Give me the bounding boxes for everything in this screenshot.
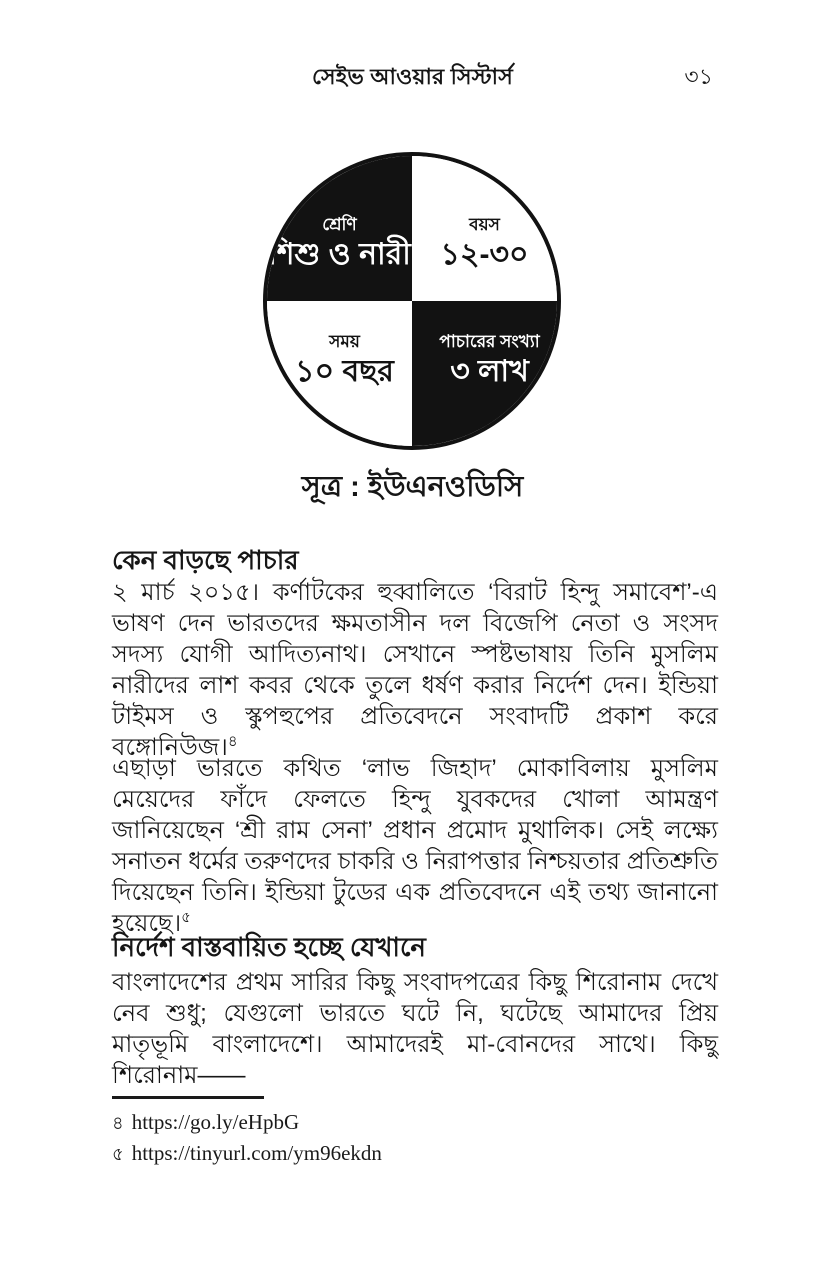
footnote-item bbox=[112, 1107, 718, 1138]
quadrant-label: বয়স bbox=[469, 214, 500, 234]
footnote-marker: ৪ bbox=[112, 1113, 124, 1133]
paragraph-text: বাংলাদেশের প্রথম সারির কিছু সংবাদপত্রের কিছু শিরোনাম দেখে নেব শুধু; যেগুলো ভারতে ঘটে নি, ঘটেছে আমাদের প্রিয় মাতৃভূমি বাংলাদেশে। আমাদেরই মা-বোনদের সাথে। কিছু শিরোনাম—— bbox=[112, 969, 718, 1089]
quadrant-trafficked-count bbox=[412, 301, 557, 446]
quadrant-label: সময় bbox=[329, 331, 360, 351]
footnote-ref: ৫ bbox=[181, 909, 191, 926]
footnote-ref: ৪ bbox=[227, 733, 238, 750]
footnote-item bbox=[112, 1138, 718, 1169]
section-heading: কেন বাড়ছে পাচার bbox=[112, 545, 299, 575]
book-title: সেইভ আওয়ার সিস্টার্স bbox=[312, 64, 513, 89]
section-heading: নির্দেশ বাস্তবায়িত হচ্ছে যেখানে bbox=[112, 932, 426, 962]
quadrant-value: ৩ লাখ bbox=[450, 354, 529, 388]
footnote-url: https://tinyurl.com/ym96ekdn bbox=[131, 1141, 382, 1165]
footnote-divider bbox=[112, 1096, 264, 1099]
paragraph-text: এছাড়া ভারতে কথিত ‘লাভ জিহাদ’ মোকাবিলায় মুসলিম মেয়েদের ফাঁদে ফেলতে হিন্দু যুবকদের খোলা আমন্ত্রণ জানিয়েছেন ‘শ্রী রাম সেনা’ প্রধান প্রমোদ মুথালিক। সেই লক্ষ্যে সনাতন ধর্মের তরুণদের চাকরি ও নিরাপত্তার নিশ্চয়তার প্রতিশ্রুতি দিয়েছেন তিনি। ইন্ডিয়া টুডের এক প্রতিবেদনে এই তথ্য জানানো হয়েছে। bbox=[112, 755, 718, 937]
page-number: ৩১ bbox=[684, 64, 713, 89]
quadrant-value: ১২-৩০ bbox=[440, 237, 529, 271]
quadrant-label: শ্রেণি bbox=[322, 214, 357, 234]
paragraph bbox=[112, 967, 718, 1091]
footnotes-block bbox=[112, 1096, 718, 1169]
quadrant-age bbox=[412, 156, 557, 301]
paragraph-text: ২ মার্চ ২০১৫। কর্ণাটকের হুব্বালিতে ‘বিরাট হিন্দু সমাবেশ’-এ ভাষণ দেন ভারতদের ক্ষমতাসীন দল বিজেপি নেতা ও সংসদ সদস্য যোগী আদিত্যনাথ। সেখানে স্পষ্টভাষায় তিনি মুসলিম নারীদের লাশ কবর থেকে তুলে ধর্ষণ করার নির্দেশ দেন। ইন্ডিয়া টাইমস ও স্কুপহুপের প্রতিবেদনে সংবাদটি প্রকাশ করে বঙ্গোনিউজ। bbox=[112, 579, 718, 761]
footnote-marker: ৫ bbox=[112, 1144, 124, 1164]
paragraph bbox=[112, 577, 718, 763]
quadrant-timespan bbox=[267, 301, 412, 446]
quadrant-label: পাচারের সংখ্যা bbox=[439, 331, 540, 351]
quadrant-category bbox=[267, 156, 412, 301]
infographic-source: সূত্র : ইউএনওডিসি bbox=[301, 471, 524, 503]
quadrant-value: ১০ বছর bbox=[295, 354, 394, 388]
footnote-url: https://go.ly/eHpbG bbox=[131, 1110, 300, 1134]
quadrant-value: শিশু ও নারী bbox=[268, 237, 411, 271]
paragraph bbox=[112, 753, 718, 939]
quadrant-infographic bbox=[263, 152, 561, 450]
running-header bbox=[0, 60, 825, 90]
